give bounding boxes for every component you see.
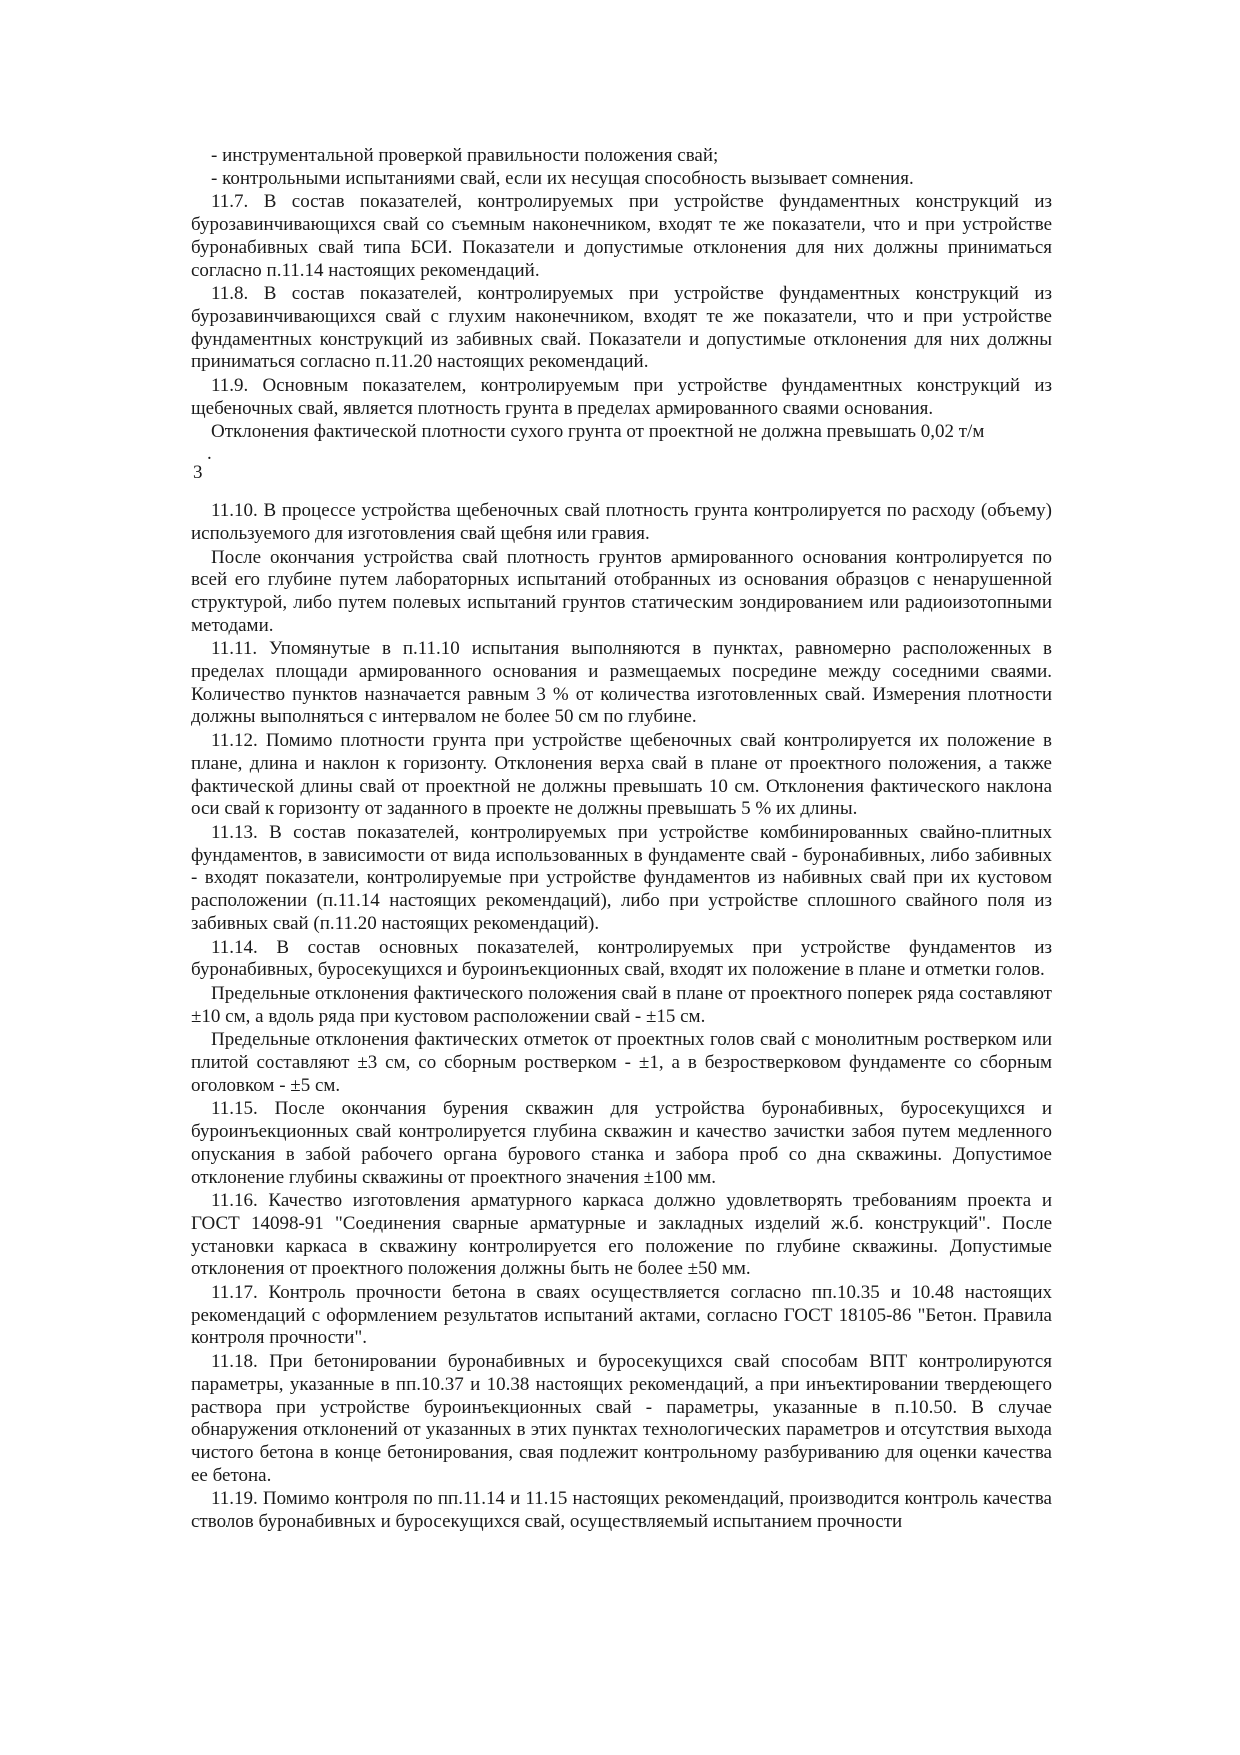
paragraph: Отклонения фактической плотности сухого грунта от проектной не должна превышать 0,02 т/м (211, 421, 985, 443)
spacer (191, 482, 1052, 500)
paragraph: 11.14. В состав основных показателей, контролируемых при устройстве фундаментов из буронабивных, буросекущихся и буроинъекционных свай, входят их положение в плане и отметки голов. (191, 936, 1052, 981)
paragraph: - контрольными испытаниями свай, если их несущая способность вызывает сомнения. (211, 167, 914, 189)
paragraph: - инструментальной проверкой правильности положения свай; (211, 145, 719, 166)
paragraph: 11.18. При бетонировании буронабивных и буросекущихся свай способам ВПТ контролируются параметры, указанные в пп.10.37 и 10.38 настоящих рекомендаций, а при инъектировании твердеющего раствора при устройстве буроинъекционных свай - параметры, указанные в п.10.50. В случае обнаружения отклонений от указанных в этих пунктах технологических параметров и отсутствия выхода чистого бетона в конце бетонирования, свая подлежит контрольному разбуриванию для оценки качества ее бетона. (191, 1351, 1052, 1486)
paragraph: 11.8. В состав показателей, контролируемых при устройстве фундаментных конструкций из бурозавинчивающихся свай с глухим наконечником, входят те же показатели, что и при устройстве фундаментных конструкций из забивных свай. Показатели и допустимые отклонения для них должны приниматься согласно п.11.20 настоящих рекомендаций. (191, 283, 1052, 373)
unit-dot: . (207, 443, 212, 465)
paragraph: 11.17. Контроль прочности бетона в сваях осуществляется согласно пп.10.35 и 10.48 настоящих рекомендаций с оформлением результатов испытаний актами, согласно ГОСТ 18105-86 "Бетон. Правила контроля прочности". (191, 1282, 1052, 1349)
paragraph: 11.12. Помимо плотности грунта при устройстве щебеночных свай контролируется их положение в плане, длина и наклон к горизонту. Отклонения верха свай в плане от проектного положения, а также фактической длины свай от проектной не должны превышать 10 см. Отклонения фактического наклона оси свай к горизонту от заданного в проекте не должны превышать 5 % их длины. (191, 730, 1052, 820)
paragraph: 11.7. В состав показателей, контролируемых при устройстве фундаментных конструкций из бурозавинчивающихся свай со съемным наконечником, входят те же показатели, что и при устройстве буронабивных свай типа БСИ. Показатели и допустимые отклонения для них должны приниматься согласно п.11.14 настоящих рекомендаций. (191, 191, 1052, 281)
paragraph: 11.13. В состав показателей, контролируемых при устройстве комбинированных свайно-плитных фундаментов, в зависимости от вида использованных в фундаменте свай - буронабивных, либо забивных - входят показатели, контролируемые при устройстве фундаментов из набивных свай при их кустовом расположении (п.11.14 настоящих рекомендаций), либо при устройстве сплошного свайного поля из забивных свай (п.11.20 настоящих рекомендаций). (191, 821, 1052, 934)
paragraph: 11.10. В процессе устройства щебеночных свай плотность грунта контролируется по расходу (объему) используемого для изготовления свай щебня или гравия. (191, 500, 1052, 544)
unit-exponent: 3 (193, 462, 203, 484)
paragraph: 11.9. Основным показателем, контролируемым при устройстве фундаментных конструкций из щебеночных свай, является плотность грунта в пределах армированного сваями основания. (191, 375, 1052, 419)
paragraph: 11.19. Помимо контроля по пп.11.14 и 11.15 настоящих рекомендаций, производится контроль качества стволов буронабивных и буросекущихся свай, осуществляемый испытанием прочности (191, 1488, 1052, 1533)
paragraph: После окончания устройства свай плотность грунтов армированного основания контролируется по всей его глубине путем лабораторных испытаний отобранных из основания образцов с ненарушенной структурой, либо путем полевых испытаний грунтов статическим зондированием или радиоизотопными методами. (191, 546, 1052, 636)
paragraph: 11.11. Упомянутые в п.11.10 испытания выполняются в пунктах, равномерно расположенных в пределах площади армированного основания и размещаемых посредине между соседними сваями. Количество пунктов назначается равным 3 % от количества изготовленных свай. Измерения плотности должны выполняться с интервалом не более 50 см по глубине. (191, 638, 1052, 728)
paragraph: 11.15. После окончания бурения скважин для устройства буронабивных, буросекущихся и буроинъекционных свай контролируется глубина скважин и качество зачистки забоя путем медленного опускания в забой рабочего органа бурового станка и забора проб со дна скважины. Допустимое отклонение глубины скважины от проектного значения ±100 мм. (191, 1098, 1052, 1188)
document-page (191, 145, 1052, 1534)
paragraph: 11.16. Качество изготовления арматурного каркаса должно удовлетворять требованиям проекта и ГОСТ 14098-91 "Соединения сварные арматурные и закладных изделий ж.б. конструкций". После установки каркаса в скважину контролируется его положение по глубине скважины. Допустимые отклонения от проектного положения должны быть не более ±50 мм. (191, 1190, 1052, 1280)
paragraph: Предельные отклонения фактического положения свай в плане от проектного поперек ряда составляют ±10 см, а вдоль ряда при кустовом расположении свай - ±15 см. (191, 982, 1052, 1027)
paragraph: Предельные отклонения фактических отметок от проектных голов свай с монолитным ростверком или плитой составляют ±3 см, со сборным ростверком - ±1, а в безростверковом фундаменте со сборным оголовком - ±5 см. (191, 1029, 1052, 1096)
